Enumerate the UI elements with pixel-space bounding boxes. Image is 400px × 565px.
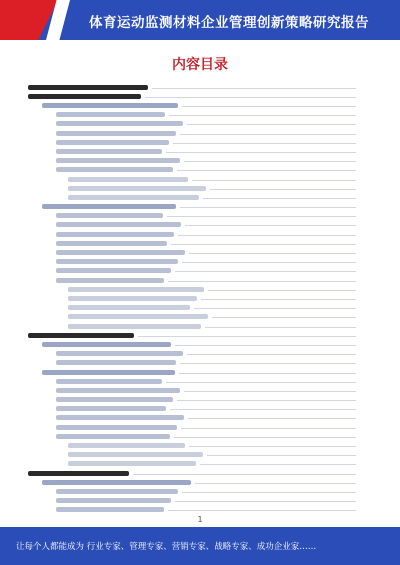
toc-leader [182,106,356,107]
toc-entry[interactable] [56,498,171,503]
toc-entry[interactable] [56,140,169,145]
toc-entry[interactable] [28,85,148,90]
toc-leader [133,474,356,475]
toc-entry[interactable] [56,425,177,430]
toc-entry[interactable] [68,314,208,319]
toc-leader [174,437,356,438]
toc-leader [195,483,356,484]
toc-leader [187,354,356,355]
toc-leader [180,134,356,135]
toc-entry[interactable] [28,471,129,476]
toc-entry[interactable] [56,149,162,154]
toc-entry[interactable] [56,167,173,172]
toc-leader [170,409,356,410]
toc-leader [152,88,356,89]
toc-leader [207,455,356,456]
toc-entry[interactable] [56,213,163,218]
toc-leader [166,382,356,383]
toc-leader [182,492,356,493]
toc-entry[interactable] [68,177,188,182]
toc-leader [177,400,356,401]
toc-entry[interactable] [56,406,166,411]
toc-leader [178,235,356,236]
toc-entry[interactable] [56,241,167,246]
toc-leader [185,225,356,226]
toc-leader [182,262,356,263]
toc-entry[interactable] [56,158,180,163]
toc-entry[interactable] [56,121,183,126]
toc-entry[interactable] [56,259,178,264]
toc-entry[interactable] [28,333,134,338]
toc-leader [188,418,356,419]
toc-entry[interactable] [56,507,164,512]
toc-entry[interactable] [68,443,185,448]
toc-entry[interactable] [56,388,180,393]
toc-entry[interactable] [42,370,175,375]
toc-leader [200,464,356,465]
toc-leader [168,510,356,511]
toc-leader [175,345,356,346]
toc-leader [179,373,356,374]
toc-entry[interactable] [42,480,191,485]
toc-entry[interactable] [42,204,176,209]
toc-entry[interactable] [42,342,171,347]
toc-leader [212,317,356,318]
footer-slogan: 让每个人都能成为 行业专家、管理专家、营销专家、战略专家、成功企业家…… [16,542,317,552]
toc-entry[interactable] [56,278,164,283]
toc-leader [205,327,356,328]
toc-leader [189,253,356,254]
toc-leader [208,290,356,291]
toc-entry[interactable] [68,186,206,191]
toc-leader [175,271,356,272]
toc-entry[interactable] [68,296,197,301]
toc-leader [169,115,356,116]
toc-entry[interactable] [68,305,190,310]
report-title: 体育运动监测材料企业管理创新策略研究报告 [89,15,369,31]
toc-leader [187,124,356,125]
toc-entry[interactable] [56,434,170,439]
toc-leader [194,308,356,309]
toc-leader [177,170,356,171]
toc-entry[interactable] [68,287,204,292]
toc-entry[interactable] [56,397,173,402]
toc-leader [180,363,356,364]
toc-entry[interactable] [56,489,178,494]
toc-leader [181,428,356,429]
toc-leader [210,189,356,190]
toc-heading: 内容目录 [172,57,228,73]
toc-entry[interactable] [56,250,185,255]
toc-leader [138,336,356,337]
toc-entry[interactable] [68,324,201,329]
toc-leader [184,161,356,162]
toc-leader [201,299,356,300]
toc-entry[interactable] [68,461,196,466]
toc-leader [171,244,356,245]
toc-leader [145,97,356,98]
toc-entry[interactable] [28,94,141,99]
toc-leader [203,198,356,199]
toc-entry[interactable] [56,222,181,227]
toc-entry[interactable] [56,131,176,136]
table-of-contents [28,82,368,514]
toc-entry[interactable] [68,195,199,200]
toc-leader [168,281,356,282]
toc-entry[interactable] [56,415,184,420]
toc-leader [192,180,356,181]
toc-entry[interactable] [56,112,165,117]
toc-leader [175,501,356,502]
toc-leader [189,446,356,447]
toc-leader [173,143,356,144]
toc-leader [166,152,356,153]
toc-entry[interactable] [56,232,174,237]
toc-leader [184,391,356,392]
page-number: 1 [197,515,203,524]
toc-leader [180,207,356,208]
toc-entry[interactable] [56,360,176,365]
header-banner [0,0,400,40]
toc-entry[interactable] [56,268,171,273]
toc-leader [167,216,356,217]
toc-entry[interactable] [56,379,162,384]
footer-banner [0,527,400,565]
toc-entry[interactable] [68,452,203,457]
toc-entry[interactable] [56,351,183,356]
toc-entry[interactable] [42,103,178,108]
